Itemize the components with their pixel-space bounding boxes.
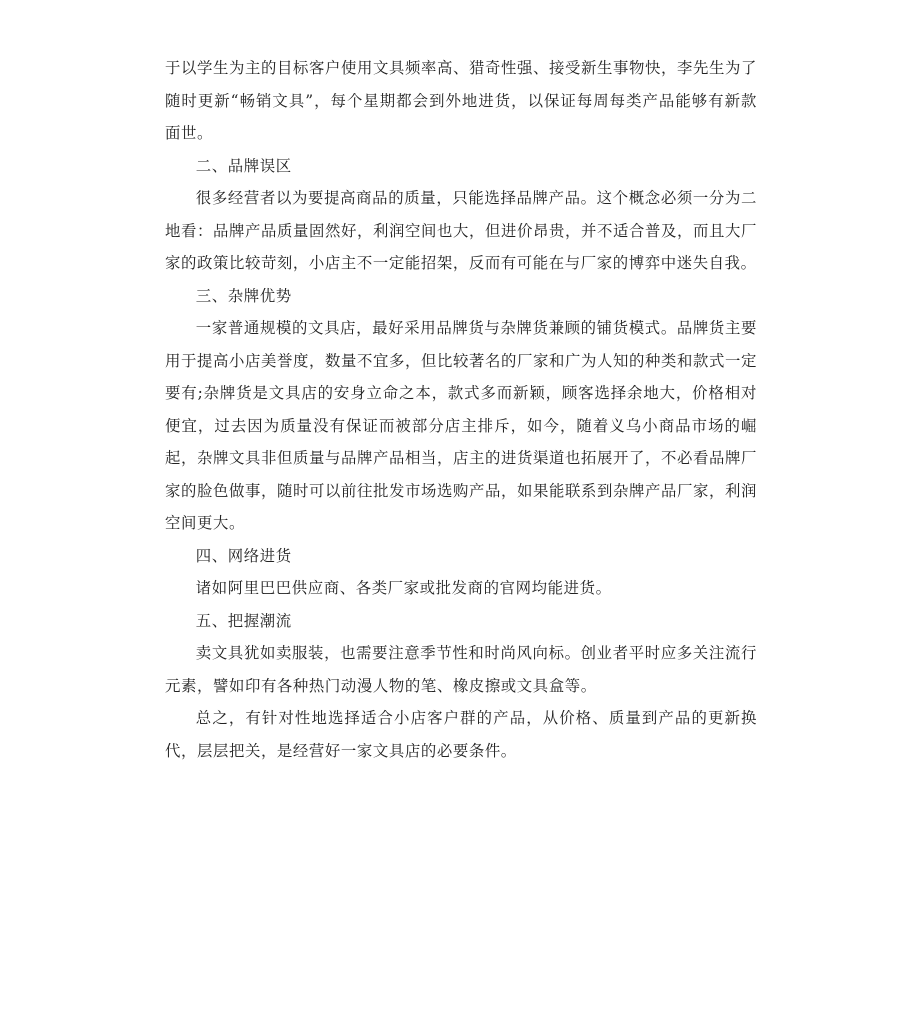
paragraph-conclusion: 总之，有针对性地选择适合小店客户群的产品，从价格、质量到产品的更新换代，层层把关，是经营好一家文具店的必要条件。 (165, 709, 757, 760)
paragraph-follow-trends: 卖文具犹如卖服装，也需要注意季节性和时尚风向标。创业者平时应多关注流行元素，譬如印有各种热门动漫人物的笔、橡皮擦或文具盒等。 (165, 644, 757, 695)
section-heading-follow-trends: 五、把握潮流 (195, 611, 292, 630)
paragraph-brand-pitfalls: 很多经营者以为要提高商品的质量，只能选择品牌产品。这个概念必须一分为二地看：品牌产品质量固然好，利润空间也大，但进价昂贵，并不适合普及，而且大厂家的政策比较苛刻，小店主不一定能招架，反而有可能在与厂家的博弈中迷失自我。 (165, 189, 757, 272)
paragraph-generic-brand-advantage: 一家普通规模的文具店，最好采用品牌货与杂牌货兼顾的铺货模式。品牌货主要用于提高小店美誉度，数量不宜多，但比较著名的厂家和广为人知的种类和款式一定要有;杂牌货是文具店的安身立命之本，款式多而新颖，顾客选择余地大，价格相对便宜，过去因为质量没有保证而被部分店主排斥，如今，随着义乌小商品市场的崛起，杂牌文具非但质量与品牌产品相当，店主的进货渠道也拓展开了，不必看品牌厂家的脸色做事，随时可以前往批发市场选购产品，如果能联系到杂牌产品厂家，利润空间更大。 (165, 319, 757, 532)
section-heading-generic-brand-advantage: 三、杂牌优势 (195, 286, 292, 305)
paragraph-online-sourcing: 诸如阿里巴巴供应商、各类厂家或批发商的官网均能进货。 (195, 579, 612, 597)
section-heading-brand-pitfalls: 二、品牌误区 (195, 156, 292, 175)
paragraph-continuation: 于以学生为主的目标客户使用文具频率高、猎奇性强、接受新生事物快，李先生为了随时更新“畅销文具”，每个星期都会到外地进货，以保证每周每类产品能够有新款面世。 (165, 59, 757, 142)
document-body (165, 52, 757, 767)
section-heading-online-sourcing: 四、网络进货 (195, 546, 292, 565)
